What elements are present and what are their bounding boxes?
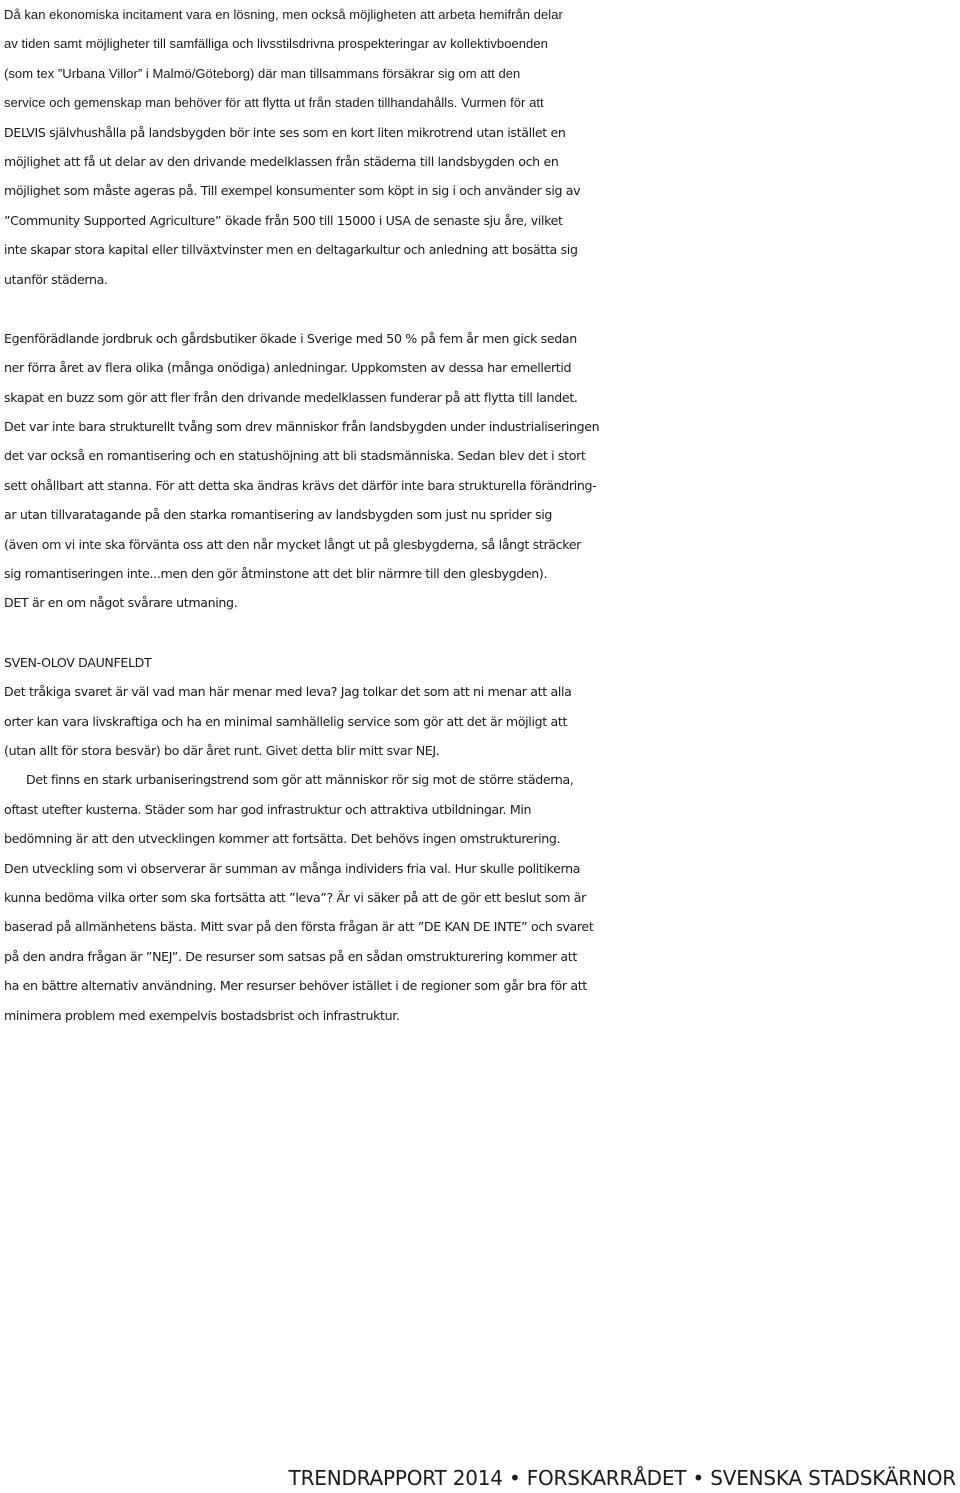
paragraph-1 bbox=[4, 0, 958, 294]
text-line: oftast utefter kusterna. Städer som har god infrastruktur och attraktiva utbildningar. Min bbox=[4, 801, 532, 817]
article-body bbox=[4, 0, 958, 1030]
text-line: Det tråkiga svaret är väl vad man här menar med leva? Jag tolkar det som att ni menar att alla bbox=[4, 684, 572, 700]
text-line: möjlighet att få ut delar av den drivande medelklassen från städerna till landsbygden och en bbox=[4, 153, 559, 169]
text-line: sig romantiseringen inte...men den gör åtminstone att det blir närmre till den glesbygden). bbox=[4, 566, 548, 582]
section-heading: SVEN-OLOV DAUNFELDT bbox=[4, 654, 152, 670]
text-line: (även om vi inte ska förvänta oss att den når mycket långt ut på glesbygderna, så långt sträcker bbox=[4, 536, 581, 552]
paragraph-3 bbox=[4, 677, 958, 765]
paragraph-gap bbox=[4, 618, 958, 648]
page-footer: TRENDRAPPORT 2014 • FORSKARRÅDET • SVENSKA STADSKÄRNOR bbox=[288, 1466, 956, 1490]
text-line: DET är en om något svårare utmaning. bbox=[4, 595, 238, 611]
text-line: möjlighet som måste ageras på. Till exempel konsumenter som köpt in sig i och använder sig av bbox=[4, 183, 581, 199]
text-line: Det finns en stark urbaniseringstrend som gör att människor rör sig mot de större städerna, bbox=[26, 772, 574, 788]
text-line: ner förra året av flera olika (många onödiga) anledningar. Uppkomsten av dessa har emellertid bbox=[4, 360, 572, 376]
text-line: inte skapar stora kapital eller tillväxtvinster men en deltagarkultur och anledning att bosätta sig bbox=[4, 242, 578, 258]
text-line: orter kan vara livskraftiga och ha en minimal samhällelig service som gör att det är möjligt att bbox=[4, 713, 568, 729]
text-line: kunna bedöma vilka orter som ska fortsätta att ”leva”? Är vi säker på att de gör ett beslut som är bbox=[4, 889, 586, 905]
text-line: av tiden samt möjligheter till samfälliga och livsstilsdrivna prospekteringar av kollektivboenden bbox=[4, 36, 548, 52]
text-line: utanför städerna. bbox=[4, 271, 108, 287]
text-line: minimera problem med exempelvis bostadsbrist och infrastruktur. bbox=[4, 1007, 400, 1023]
text-line: sett ohållbart att stanna. För att detta ska ändras krävs det därför inte bara strukturella förändring- bbox=[4, 477, 597, 493]
text-line: Den utveckling som vi observerar är summan av många individers fria val. Hur skulle politikerna bbox=[4, 860, 581, 876]
text-line: ar utan tillvaratagande på den starka romantisering av landsbygden som just nu sprider sig bbox=[4, 507, 553, 523]
text-line: Egenförädlande jordbruk och gårdsbutiker ökade i Sverige med 50 % på fem år men gick sedan bbox=[4, 330, 577, 346]
text-line: bedömning är att den utvecklingen kommer att fortsätta. Det behövs ingen omstrukturering. bbox=[4, 831, 561, 847]
paragraph-gap bbox=[4, 294, 958, 324]
paragraph-4 bbox=[4, 765, 958, 1030]
text-line: Då kan ekonomiska incitament vara en lösning, men också möjligheten att arbeta hemifrån delar bbox=[4, 7, 563, 22]
text-line: baserad på allmänhetens bästa. Mitt svar på den första frågan är att ”DE KAN DE INTE” och svaret bbox=[4, 919, 594, 935]
text-line: Det var inte bara strukturellt tvång som drev människor från landsbygden under industrialiseringen bbox=[4, 419, 600, 435]
text-line: det var också en romantisering och en statushöjning att bli stadsmänniska. Sedan blev det i stort bbox=[4, 448, 586, 464]
text-line: på den andra frågan är ”NEJ”. De resurser som satsas på en sådan omstrukturering kommer att bbox=[4, 948, 577, 964]
paragraph-2 bbox=[4, 324, 958, 618]
text-line: (utan allt för stora besvär) bo där året runt. Givet detta blir mitt svar NEJ. bbox=[4, 742, 440, 758]
text-line: ”Community Supported Agriculture” ökade från 500 till 15000 i USA de senaste sju åre, vilket bbox=[4, 212, 563, 228]
text-line: DELVIS självhushålla på landsbygden bör inte ses som en kort liten mikrotrend utan istället en bbox=[4, 124, 566, 140]
text-line: (som tex ”Urbana Villor” i Malmö/Göteborg) där man tillsammans försäkrar sig om att den bbox=[4, 65, 521, 81]
text-line: service och gemenskap man behöver för att flytta ut från staden tillhandahålls. Vurmen för att bbox=[4, 95, 544, 111]
text-line: ha en bättre alternativ användning. Mer resurser behöver istället i de regioner som går bra för att bbox=[4, 978, 587, 994]
text-line: skapat en buzz som gör att fler från den drivande medelklassen funderar på att flytta till landet. bbox=[4, 389, 578, 405]
